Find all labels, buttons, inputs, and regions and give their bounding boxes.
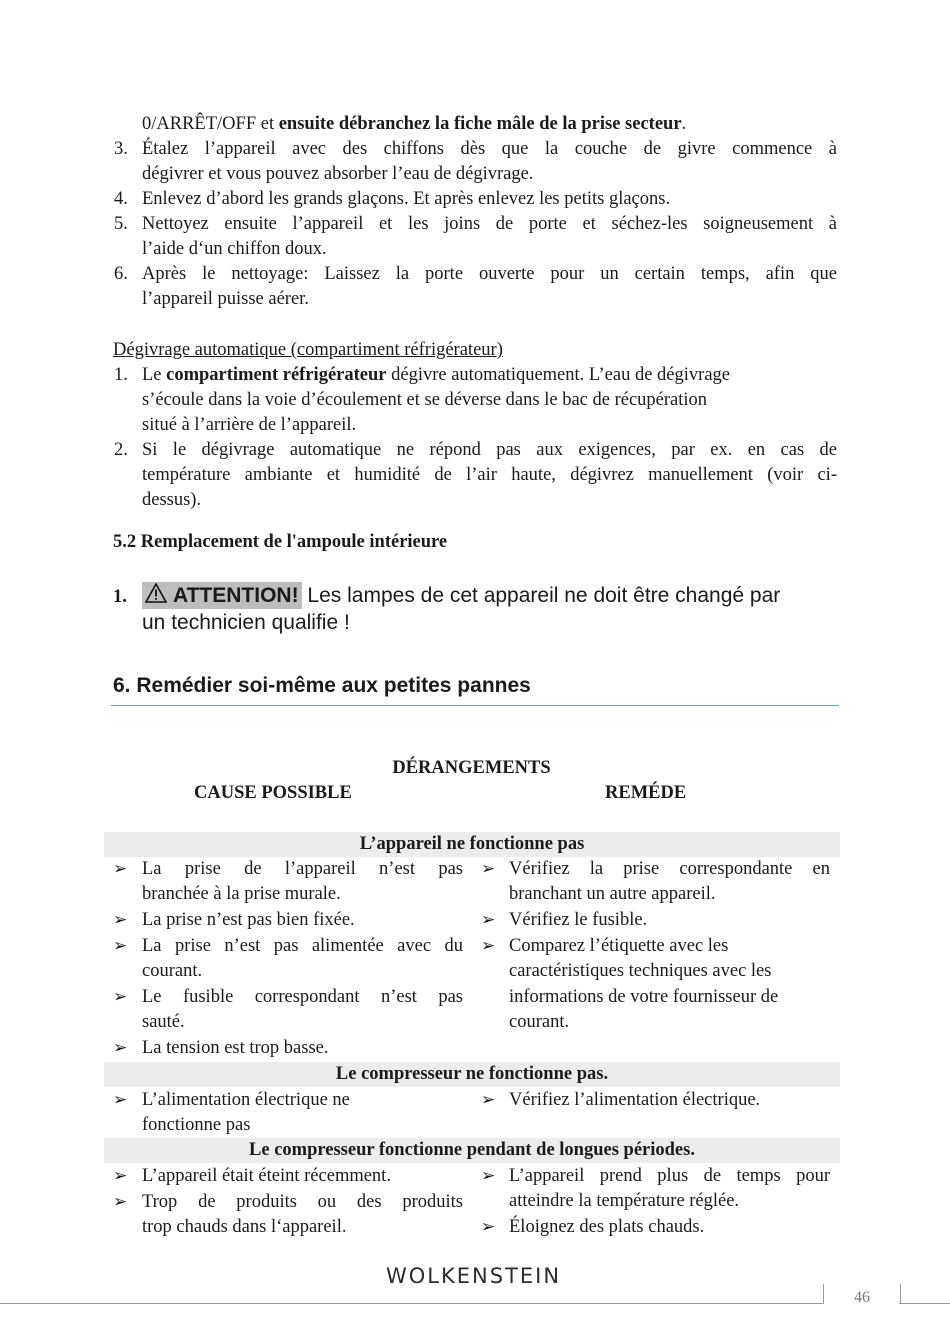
list-item-text: Étalez l’appareil avec des chiffons dès que la couche de givre commence à xyxy=(142,139,837,159)
bullet-arrow-icon: ➢ xyxy=(113,987,128,1007)
bullet-arrow-icon: ➢ xyxy=(481,936,496,956)
list-item-text xyxy=(142,363,730,388)
list-continuation xyxy=(142,112,686,137)
warning-text: un technicien qualifie ! xyxy=(142,611,350,634)
continuation-bold: ensuite débranchez la fiche mâle de la prise secteur xyxy=(278,114,682,134)
text-run: Le xyxy=(142,365,167,385)
remedy-text: caractéristiques techniques avec les xyxy=(509,961,772,981)
list-number: 4. xyxy=(114,189,128,209)
bullet-arrow-icon: ➢ xyxy=(113,910,128,930)
remedy-text: Comparez l’étiquette avec les xyxy=(509,936,729,956)
cause-text: La prise de l’appareil n’est pas xyxy=(142,859,463,879)
cause-text: trop chauds dans l‘appareil. xyxy=(142,1217,347,1237)
list-item-text: température ambiante et humidité de l’air haute, dégivrez manuellement (voir ci- xyxy=(142,465,837,485)
table-title: DÉRANGEMENTS xyxy=(392,758,551,778)
continuation-period: . xyxy=(681,114,687,134)
remedy-text: Vérifiez l’alimentation électrique. xyxy=(509,1090,761,1110)
list-number: 1. xyxy=(114,365,128,385)
cause-text: branchée à la prise murale. xyxy=(142,884,341,904)
table-group-header: Le compresseur fonctionne pendant de longues périodes. xyxy=(104,1138,840,1163)
list-number: 1. xyxy=(113,587,127,607)
bullet-arrow-icon: ➢ xyxy=(113,936,128,956)
warning-text: Les lampes de cet appareil ne doit être changé par xyxy=(301,584,781,607)
warning-triangle-icon xyxy=(145,583,167,603)
list-item-text: Nettoyez ensuite l’appareil et les joins de porte et séchez-les soigneusement à xyxy=(142,214,837,234)
table-group-header: Le compresseur ne fonctionne pas. xyxy=(104,1062,840,1087)
continuation-text: 0/ARRÊT/OFF et xyxy=(142,114,279,134)
warning-label: ATTENTION! xyxy=(173,584,299,607)
text-run: dégivre automatiquement. L’eau de dégivrage xyxy=(386,365,730,385)
list-number: 3. xyxy=(114,139,128,159)
brand-logo: WOLKENSTEIN xyxy=(386,1264,562,1288)
cause-text: La prise n’est pas alimentée avec du xyxy=(142,936,463,956)
section-divider xyxy=(111,705,839,706)
section-heading: 6. Remédier soi-même aux petites pannes xyxy=(113,674,531,697)
bullet-arrow-icon: ➢ xyxy=(481,1090,496,1110)
bullet-arrow-icon: ➢ xyxy=(481,859,496,879)
list-item-text: Si le dégivrage automatique ne répond pas aux exigences, par ex. en cas de xyxy=(142,440,837,460)
cause-text: L’alimentation électrique ne xyxy=(142,1090,350,1110)
list-number: 5. xyxy=(114,214,128,234)
remedy-text: L’appareil prend plus de temps pour xyxy=(509,1166,830,1186)
list-item-text: Enlevez d’abord les grands glaçons. Et après enlevez les petits glaçons. xyxy=(142,189,671,209)
table-group-header: L’appareil ne fonctionne pas xyxy=(104,832,840,857)
column-header-cause: CAUSE POSSIBLE xyxy=(194,783,352,803)
cause-text: fonctionne pas xyxy=(142,1115,251,1135)
list-item-text: dessus). xyxy=(142,490,202,510)
warning-badge xyxy=(142,582,302,609)
bullet-arrow-icon: ➢ xyxy=(113,1090,128,1110)
footer-divider xyxy=(899,1303,950,1304)
cause-text: courant. xyxy=(142,961,203,981)
remedy-text: Vérifiez la prise correspondante en xyxy=(509,859,830,879)
remedy-text: informations de votre fournisseur de xyxy=(509,987,779,1007)
cause-text: Trop de produits ou des produits xyxy=(142,1192,463,1212)
cause-text: sauté. xyxy=(142,1012,185,1032)
bullet-arrow-icon: ➢ xyxy=(481,1166,496,1186)
warning-line xyxy=(142,582,780,609)
list-item-text: Après le nettoyage: Laissez la porte ouverte pour un certain temps, afin que xyxy=(142,264,837,284)
list-item-text: s’écoule dans la voie d’écoulement et se déverse dans le bac de récupération xyxy=(142,390,708,410)
cause-text: L’appareil était éteint récemment. xyxy=(142,1166,391,1186)
auto-defrost-heading: Dégivrage automatique (compartiment réfrigérateur) xyxy=(113,340,503,360)
remedy-text: Éloignez des plats chauds. xyxy=(509,1217,705,1237)
remedy-text: courant. xyxy=(509,1012,570,1032)
bullet-arrow-icon: ➢ xyxy=(113,1166,128,1186)
section-heading: 5.2 Remplacement de l'ampoule intérieure xyxy=(113,532,448,552)
text-bold: compartiment réfrigérateur xyxy=(166,365,387,385)
list-number: 2. xyxy=(114,440,128,460)
page-number: 46 xyxy=(823,1284,901,1304)
list-item-text: l’aide d‘un chiffon doux. xyxy=(142,239,327,259)
list-item-text: l’appareil puisse aérer. xyxy=(142,289,309,309)
column-header-remedy: REMÉDE xyxy=(605,783,687,803)
remedy-text: Vérifiez le fusible. xyxy=(509,910,648,930)
list-item-text: situé à l’arrière de l’appareil. xyxy=(142,415,357,435)
list-item-text: dégivrer et vous pouvez absorber l’eau de dégivrage. xyxy=(142,164,534,184)
bullet-arrow-icon: ➢ xyxy=(113,859,128,879)
list-number: 6. xyxy=(114,264,128,284)
cause-text: Le fusible correspondant n’est pas xyxy=(142,987,463,1007)
bullet-arrow-icon: ➢ xyxy=(113,1192,128,1212)
bullet-arrow-icon: ➢ xyxy=(481,1217,496,1237)
footer-divider xyxy=(0,1303,823,1304)
bullet-arrow-icon: ➢ xyxy=(113,1038,128,1058)
remedy-text: branchant un autre appareil. xyxy=(509,884,716,904)
cause-text: La tension est trop basse. xyxy=(142,1038,329,1058)
cause-text: La prise n’est pas bien fixée. xyxy=(142,910,355,930)
bullet-arrow-icon: ➢ xyxy=(481,910,496,930)
remedy-text: atteindre la température réglée. xyxy=(509,1191,740,1211)
